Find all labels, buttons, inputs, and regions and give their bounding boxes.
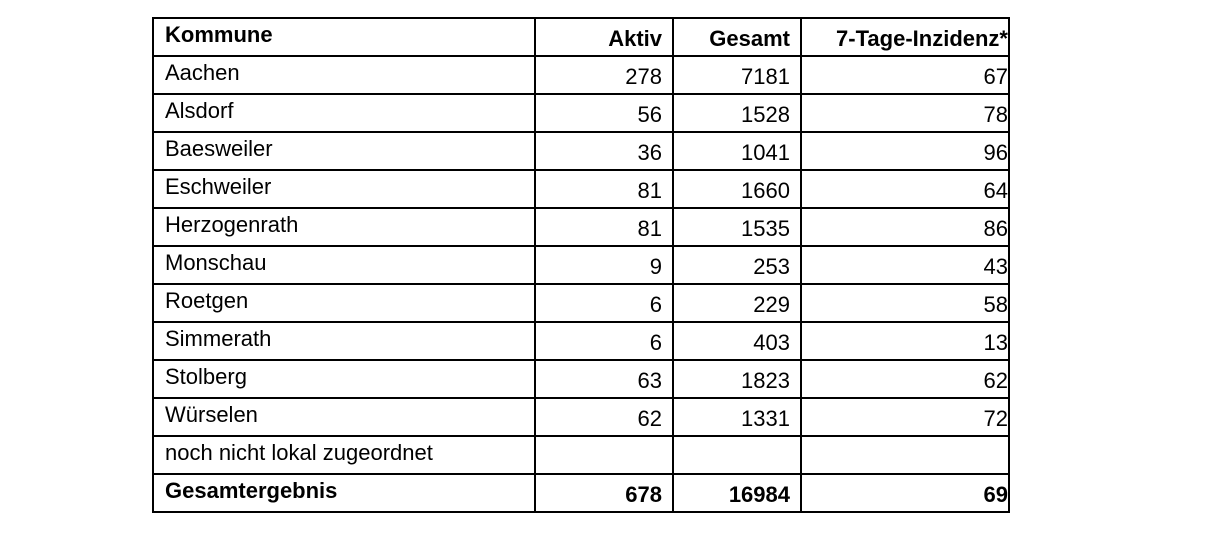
- table-row: [153, 284, 1009, 322]
- cell-gesamt: 1535: [673, 208, 801, 246]
- total-inzidenz: 69: [801, 474, 1009, 512]
- table-row: [153, 246, 1009, 284]
- total-label: Gesamtergebnis: [153, 474, 535, 512]
- total-gesamt: 16984: [673, 474, 801, 512]
- table-row: [153, 170, 1009, 208]
- cell-kommune: Simmerath: [153, 322, 535, 360]
- cell-kommune: noch nicht lokal zugeordnet: [153, 436, 535, 474]
- table-row: [153, 360, 1009, 398]
- cell-inzidenz: [801, 436, 1009, 474]
- cell-aktiv: 62: [535, 398, 673, 436]
- table-header-row: [153, 18, 1009, 56]
- cell-aktiv: 56: [535, 94, 673, 132]
- table-row: [153, 56, 1009, 94]
- cell-aktiv: 6: [535, 322, 673, 360]
- cell-inzidenz: 86: [801, 208, 1009, 246]
- cell-gesamt: [673, 436, 801, 474]
- cell-inzidenz: 64: [801, 170, 1009, 208]
- cell-gesamt: 229: [673, 284, 801, 322]
- cell-inzidenz: 13: [801, 322, 1009, 360]
- kommune-statistics-table: [152, 17, 1010, 513]
- cell-gesamt: 253: [673, 246, 801, 284]
- table-row: [153, 398, 1009, 436]
- cell-kommune: Stolberg: [153, 360, 535, 398]
- cell-inzidenz: 62: [801, 360, 1009, 398]
- cell-kommune: Aachen: [153, 56, 535, 94]
- cell-gesamt: 1660: [673, 170, 801, 208]
- cell-inzidenz: 58: [801, 284, 1009, 322]
- cell-gesamt: 403: [673, 322, 801, 360]
- cell-gesamt: 1823: [673, 360, 801, 398]
- cell-aktiv: 9: [535, 246, 673, 284]
- table-row: [153, 94, 1009, 132]
- cell-gesamt: 7181: [673, 56, 801, 94]
- cell-gesamt: 1041: [673, 132, 801, 170]
- cell-inzidenz: 78: [801, 94, 1009, 132]
- cell-aktiv: 36: [535, 132, 673, 170]
- cell-kommune: Herzogenrath: [153, 208, 535, 246]
- cell-inzidenz: 72: [801, 398, 1009, 436]
- cell-aktiv: 63: [535, 360, 673, 398]
- cell-inzidenz: 43: [801, 246, 1009, 284]
- table-row: [153, 436, 1009, 474]
- cell-kommune: Eschweiler: [153, 170, 535, 208]
- cell-kommune: Roetgen: [153, 284, 535, 322]
- cell-gesamt: 1528: [673, 94, 801, 132]
- cell-kommune: Baesweiler: [153, 132, 535, 170]
- table-row: [153, 208, 1009, 246]
- table-row: [153, 132, 1009, 170]
- cell-inzidenz: 67: [801, 56, 1009, 94]
- header-kommune: Kommune: [153, 18, 535, 56]
- cell-kommune: Monschau: [153, 246, 535, 284]
- cell-gesamt: 1331: [673, 398, 801, 436]
- cell-aktiv: 81: [535, 170, 673, 208]
- table-total-row: [153, 474, 1009, 512]
- cell-aktiv: [535, 436, 673, 474]
- cell-kommune: Würselen: [153, 398, 535, 436]
- cell-aktiv: 81: [535, 208, 673, 246]
- cell-kommune: Alsdorf: [153, 94, 535, 132]
- header-aktiv: Aktiv: [535, 18, 673, 56]
- header-gesamt: Gesamt: [673, 18, 801, 56]
- cell-inzidenz: 96: [801, 132, 1009, 170]
- header-inzidenz: 7-Tage-Inzidenz*: [801, 18, 1009, 56]
- total-aktiv: 678: [535, 474, 673, 512]
- cell-aktiv: 278: [535, 56, 673, 94]
- table-row: [153, 322, 1009, 360]
- cell-aktiv: 6: [535, 284, 673, 322]
